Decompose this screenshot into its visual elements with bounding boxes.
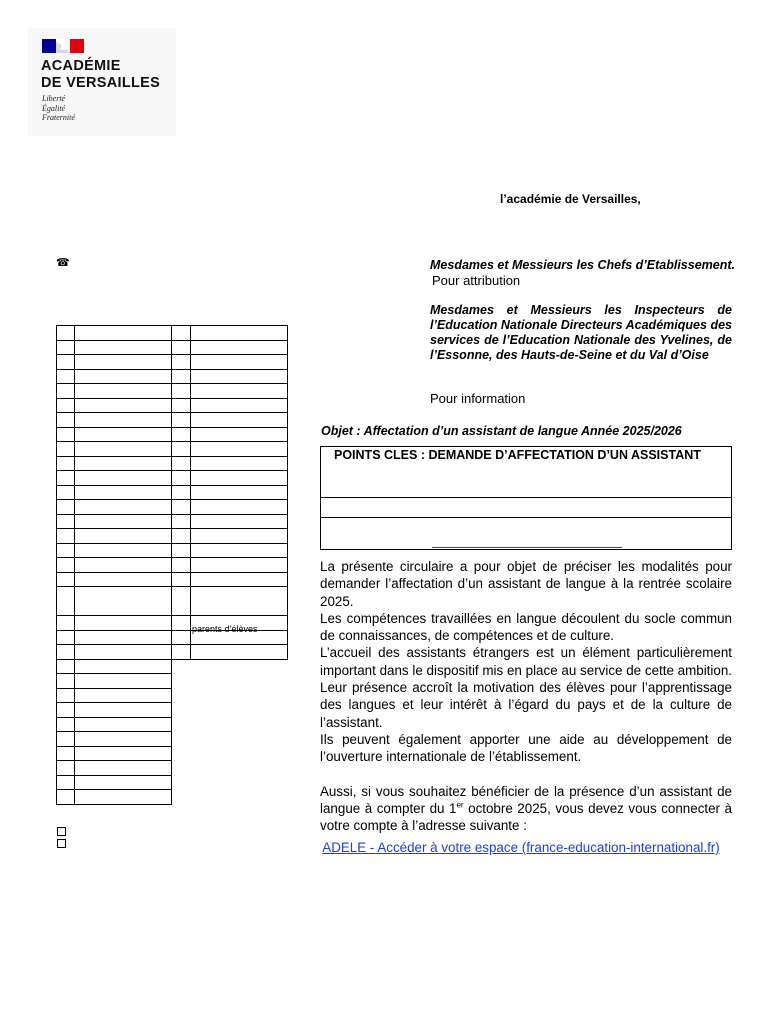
grid-cell	[56, 499, 75, 515]
grid-cell	[56, 485, 75, 501]
grid-cell	[56, 383, 75, 399]
grid-cell	[190, 325, 288, 341]
grid-cell	[171, 557, 191, 573]
grid-cell	[190, 543, 288, 559]
grid-cell	[56, 659, 75, 675]
grid-cell	[74, 572, 172, 588]
subject-line: Objet : Affectation d’un assistant de langue Année 2025/2026	[321, 424, 682, 438]
grid-cell	[190, 644, 288, 660]
grid-cell	[56, 702, 75, 718]
grid-cell	[74, 789, 172, 805]
key-points-row	[321, 518, 731, 550]
recipient-information: Mesdames et Messieurs les Inspecteurs de l’Education Nationale Directeurs Académiques des services de l’Education Nationale des Yvelines, de l’Essonne, des Hauts-de-Seine et du Val d’Oise	[430, 303, 732, 362]
grid-cell	[171, 644, 191, 660]
circular-body	[320, 558, 732, 834]
grid-cell	[56, 514, 75, 530]
sidebar-grid	[56, 325, 288, 805]
grid-cell	[190, 514, 288, 530]
paragraph: La présente circulaire a pour objet de préciser les modalités pour demander l’affectation d’un assistant de langue à la rentrée scolaire 2025.	[320, 559, 732, 609]
grid-cell	[190, 441, 288, 457]
paragraph: L’accueil des assistants étrangers est un élément particulièrement important dans le dispositif mis en place au service de cette ambition. Leur présence accroît la motivation des élèves pour l’apprentissage des langues et leur intérêt à l’égard du pays et de la culture de l’assistant.	[320, 645, 732, 730]
paragraph: Aussi, si vous souhaitez bénéficier de la présence d’un assistant de langue à compter du 1er octobre 2025, vous devez vous connecter à votre compte à l’adresse suivante :	[320, 783, 732, 834]
grid-cell	[190, 557, 288, 573]
key-points-link[interactable]	[432, 547, 622, 548]
grid-cell	[56, 789, 75, 805]
grid-cell	[74, 615, 172, 631]
grid-cell	[56, 543, 75, 559]
grid-cell	[56, 354, 75, 370]
grid-cell	[190, 369, 288, 385]
grid-cell	[74, 630, 172, 646]
grid-cell	[56, 746, 75, 762]
grid-cell	[171, 485, 191, 501]
checkbox-icon[interactable]	[57, 839, 66, 848]
marianne-flag-icon	[42, 39, 84, 53]
grid-cell	[171, 499, 191, 515]
sidebar-label: parents d’élèves	[192, 624, 258, 634]
grid-cell	[56, 775, 75, 791]
grid-cell	[74, 760, 172, 776]
grid-cell	[56, 412, 75, 428]
grid-cell	[56, 369, 75, 385]
grid-cell	[74, 485, 172, 501]
paragraph: Les compétences travaillées en langue découlent du socle commun de connaissances, de compétences et de culture.	[320, 610, 732, 644]
grid-cell	[56, 441, 75, 457]
grid-cell	[190, 485, 288, 501]
grid-cell	[74, 398, 172, 414]
grid-cell	[56, 586, 75, 616]
logo-motto: Liberté Égalité Fraternité	[42, 94, 75, 122]
grid-cell	[171, 586, 191, 616]
grid-cell	[74, 470, 172, 486]
grid-cell	[171, 630, 191, 646]
grid-cell	[171, 325, 191, 341]
grid-cell	[56, 325, 75, 341]
grid-cell	[56, 717, 75, 733]
grid-cell	[190, 499, 288, 515]
key-points-row	[321, 498, 731, 518]
grid-cell	[74, 528, 172, 544]
grid-cell	[56, 528, 75, 544]
grid-cell	[190, 340, 288, 356]
grid-cell	[56, 470, 75, 486]
key-points-box	[320, 446, 732, 550]
grid-cell	[74, 746, 172, 762]
grid-cell	[56, 673, 75, 689]
grid-cell	[74, 717, 172, 733]
recipient-attribution: Mesdames et Messieurs les Chefs d’Etablissement.	[430, 258, 735, 272]
grid-cell	[171, 470, 191, 486]
grid-cell	[171, 572, 191, 588]
grid-cell	[171, 340, 191, 356]
grid-cell	[171, 412, 191, 428]
grid-cell	[74, 427, 172, 443]
grid-cell	[74, 369, 172, 385]
grid-cell	[56, 731, 75, 747]
academie-logo	[28, 28, 176, 136]
grid-cell	[171, 354, 191, 370]
grid-cell	[74, 340, 172, 356]
grid-cell	[190, 470, 288, 486]
grid-cell	[56, 630, 75, 646]
grid-cell	[190, 354, 288, 370]
grid-cell	[56, 456, 75, 472]
grid-cell	[190, 412, 288, 428]
grid-cell	[74, 688, 172, 704]
grid-cell	[56, 398, 75, 414]
grid-cell	[190, 398, 288, 414]
grid-cell	[74, 412, 172, 428]
grid-cell	[190, 586, 288, 616]
grid-cell	[74, 514, 172, 530]
grid-cell	[190, 572, 288, 588]
grid-cell	[171, 441, 191, 457]
key-points-row	[321, 447, 731, 498]
paragraph: Ils peuvent également apporter une aide au développement de l’ouverture internationale de l’établissement.	[320, 731, 732, 765]
grid-cell	[56, 644, 75, 660]
grid-cell	[56, 615, 75, 631]
grid-cell	[190, 383, 288, 399]
grid-cell	[190, 427, 288, 443]
grid-cell	[74, 731, 172, 747]
grid-cell	[56, 557, 75, 573]
grid-cell	[74, 354, 172, 370]
grid-cell	[190, 528, 288, 544]
attribution-label: Pour attribution	[432, 273, 521, 288]
grid-cell	[171, 615, 191, 631]
grid-cell	[56, 572, 75, 588]
adele-link[interactable]: ADELE - Accéder à votre espace (france-education-international.fr)	[322, 840, 720, 855]
grid-cell	[171, 369, 191, 385]
grid-cell	[74, 543, 172, 559]
grid-cell	[171, 456, 191, 472]
grid-cell	[171, 383, 191, 399]
information-label: Pour information	[430, 391, 526, 406]
grid-cell	[56, 760, 75, 776]
grid-cell	[74, 557, 172, 573]
key-points-title: POINTS CLES : DEMANDE D’AFFECTATION D’UN ASSISTANT	[334, 448, 701, 462]
grid-cell	[171, 427, 191, 443]
sender-line: l’académie de Versailles,	[500, 192, 641, 206]
grid-cell	[171, 528, 191, 544]
grid-cell	[74, 775, 172, 791]
telephone-icon: ☎	[56, 257, 70, 269]
grid-cell	[74, 702, 172, 718]
grid-cell	[190, 456, 288, 472]
grid-cell	[74, 659, 172, 675]
grid-cell	[74, 441, 172, 457]
grid-cell	[56, 688, 75, 704]
checkbox-icon[interactable]	[57, 827, 66, 836]
logo-name: ACADÉMIE DE VERSAILLES	[41, 58, 161, 91]
grid-cell	[74, 673, 172, 689]
grid-cell	[56, 340, 75, 356]
grid-cell	[56, 427, 75, 443]
grid-cell	[74, 325, 172, 341]
grid-cell	[171, 398, 191, 414]
grid-cell	[74, 644, 172, 660]
grid-cell	[171, 514, 191, 530]
grid-cell	[74, 383, 172, 399]
grid-cell	[74, 586, 172, 616]
grid-cell	[74, 499, 172, 515]
grid-cell	[74, 456, 172, 472]
grid-cell	[171, 543, 191, 559]
